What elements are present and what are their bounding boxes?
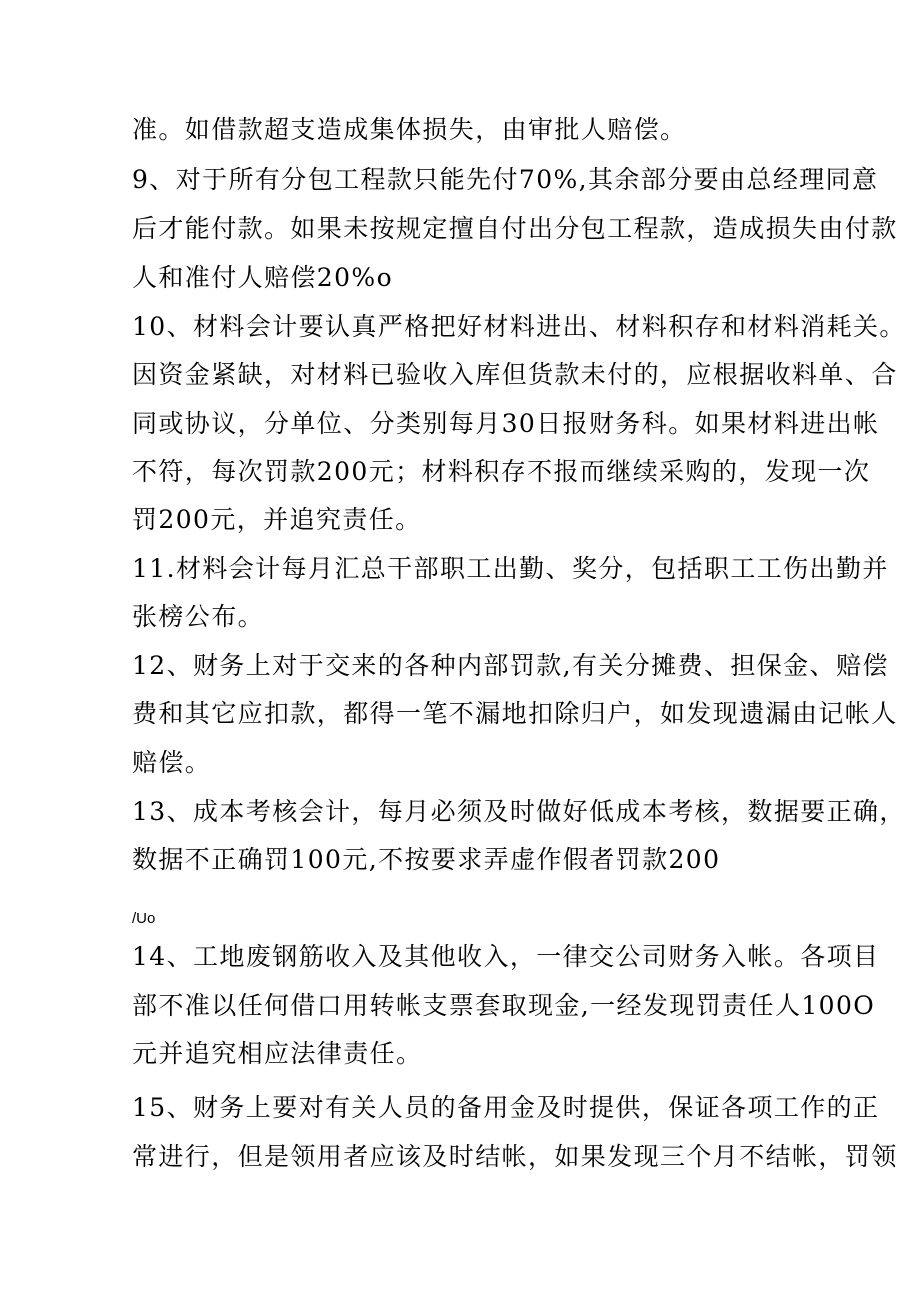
text-line-11: 张榜公布。 <box>132 602 265 631</box>
text-line-3: 后才能付款。如果未按规定擅自付出分包工程款，造成损失由付款 <box>132 214 898 243</box>
text-line-22: 常进行，但是领用者应该及时结帐，如果发现三个月不结帐，罚领 <box>132 1142 898 1171</box>
text-line-4: 人和准付人赔偿20%o <box>132 263 394 292</box>
text-line-1: 准。如借款超支造成集体损失，由审批人赔偿。 <box>132 115 687 144</box>
text-line-9: 罚200元，并追究责任。 <box>132 505 422 534</box>
text-line-18: 14、工地废钢筋收入及其他收入，一律交公司财务入帐。各项目 <box>132 942 880 971</box>
text-line-13: 费和其它应扣款，都得一笔不漏地扣除归户，如发现遗漏由记帐人 <box>132 699 898 728</box>
text-line-12: 12、财务上对于交来的各种内部罚款,有关分摊费、担保金、赔偿 <box>132 651 889 680</box>
text-line-15: 13、成本考核会计，每月必须及时做好低成本考核，数据要正确， <box>132 797 906 826</box>
text-line-14: 赔偿。 <box>132 748 212 777</box>
text-line-5: 10、材料会计要认真严格把好材料进出、材料积存和材料消耗关。 <box>132 312 906 341</box>
text-line-16: 数据不正确罚100元,不按要求弄虚作假者罚款200 <box>132 845 721 874</box>
text-line-6: 因资金紧缺，对材料已验收入库但货款未付的，应根据收料单、合 <box>132 360 898 389</box>
text-line-20: 元并追究相应法律责任。 <box>132 1039 423 1068</box>
text-line-19: 部不准以任何借口用转帐支票套取现金,一经发现罚责任人100O <box>132 991 876 1020</box>
text-line-21: 15、财务上要对有关人员的备用金及时提供，保证各项工作的正 <box>132 1093 880 1122</box>
text-line-17: /Uo <box>132 910 156 927</box>
text-line-8: 不符，每次罚款200元；材料积存不报而继续采购的，发现一次 <box>132 457 871 486</box>
text-line-7: 同或协议，分单位、分类别每月30日报财务科。如果材料进出帐 <box>132 409 880 438</box>
text-line-2: 9、对于所有分包工程款只能先付70%,其余部分要由总经理同意 <box>132 165 879 194</box>
text-line-10: 11.材料会计每月汇总干部职工出勤、奖分，包括职工工伤出勤并 <box>132 554 889 583</box>
